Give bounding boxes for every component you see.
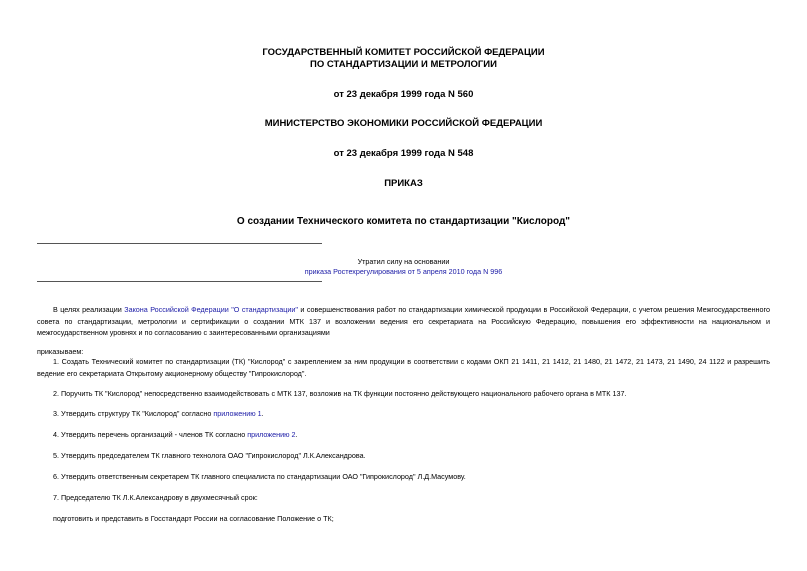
- order-item-7-text: 7. Председателю ТК Л.К.Александрову в двухмесячный срок:: [53, 493, 258, 502]
- preamble-prefix: В целях реализации: [53, 305, 125, 314]
- order-item-7-subitem-text: подготовить и представить в Госстандарт России на согласование Положение о ТК;: [53, 514, 334, 523]
- order-item-5: [37, 450, 770, 462]
- order-item-5-text: 5. Утвердить председателем ТК главного технолога ОАО "Гипрокислород" Л.К.Александрова.: [53, 451, 366, 460]
- revoked-status-label: Утратил силу на основании: [357, 257, 450, 266]
- order-item-4-prefix: 4. Утвердить перечень организаций - членов ТК согласно: [53, 430, 248, 439]
- order-item-2-text: 2. Поручить ТК "Кислород" непосредственно взаимодействовать с МТК 137, возложив на ТК функции постоянно действующего национального рабочего органа в МТК 137.: [53, 389, 627, 398]
- order-item-4: [37, 429, 770, 441]
- order-item-3-prefix: 3. Утвердить структуру ТК "Кислород" согласно: [53, 409, 214, 418]
- ministry-order-date: от 23 декабря 1999 года N 548: [333, 148, 474, 159]
- appendix-2-link[interactable]: приложению 2: [247, 430, 296, 439]
- order-item-6: [37, 471, 770, 483]
- committee-line-2: ПО СТАНДАРТИЗАЦИИ И МЕТРОЛОГИИ: [310, 59, 497, 70]
- committee-line-1: ГОСУДАРСТВЕННЫЙ КОМИТЕТ РОССИЙСКОЙ ФЕДЕРАЦИИ: [262, 47, 545, 58]
- order-item-1-text: 1. Создать Технический комитет по стандартизации (ТК) "Кислород" с закреплением за ним продукции в соответствии с кодами ОКП 21 1411, 21 1412, 21 1480, 21 1472, 21 1473, 21 1490, 24 1122 и разрешить ведение его секретариата Открытому акционерному обществу "Гипрокислород".: [37, 357, 770, 378]
- order-item-4-suffix: .: [295, 430, 298, 439]
- document-title: О создании Технического комитета по стандартизации "Кислород": [236, 216, 571, 227]
- ministry-heading: МИНИСТЕРСТВО ЭКОНОМИКИ РОССИЙСКОЙ ФЕДЕРАЦИИ: [264, 118, 543, 129]
- order-item-2: [37, 388, 770, 400]
- order-item-1: [37, 356, 770, 379]
- appendix-1-link[interactable]: приложению 1: [213, 409, 262, 418]
- committee-order-date: от 23 декабря 1999 года N 560: [333, 89, 474, 100]
- divider-bottom: [37, 281, 322, 282]
- order-word: приказываем:: [37, 347, 84, 356]
- preamble-paragraph: [37, 304, 770, 339]
- issuing-committee-heading: [0, 47, 807, 71]
- document-type: ПРИКАЗ: [384, 178, 423, 189]
- order-item-7-subitem: [37, 513, 770, 525]
- order-item-3-suffix: .: [261, 409, 264, 418]
- order-item-6-text: 6. Утвердить ответственным секретарем ТК главного специалиста по стандартизации ОАО "Гипрокислород" Л.Д.Масумову.: [53, 472, 466, 481]
- order-item-7: [37, 492, 770, 504]
- divider-top: [37, 243, 322, 244]
- order-item-3: [37, 408, 770, 420]
- preamble-suffix: и совершенствования работ по стандартизации химической продукции в Российской Федерации, с учетом решения Межгосударственного совета по стандартизации, метрологии и сертификации о создании МТК 137 и возложении ведения его секретариата на Российскую Федерацию, повышения его эффективности на национальном и межгосударственном уровнях и по согласованию с заинтересованными организациями: [37, 305, 770, 338]
- law-link[interactable]: Закона Российской Федерации "О стандартизации": [124, 305, 298, 314]
- revoking-order-link[interactable]: приказа Ростехрегулирования от 5 апреля 2010 года N 996: [304, 267, 503, 276]
